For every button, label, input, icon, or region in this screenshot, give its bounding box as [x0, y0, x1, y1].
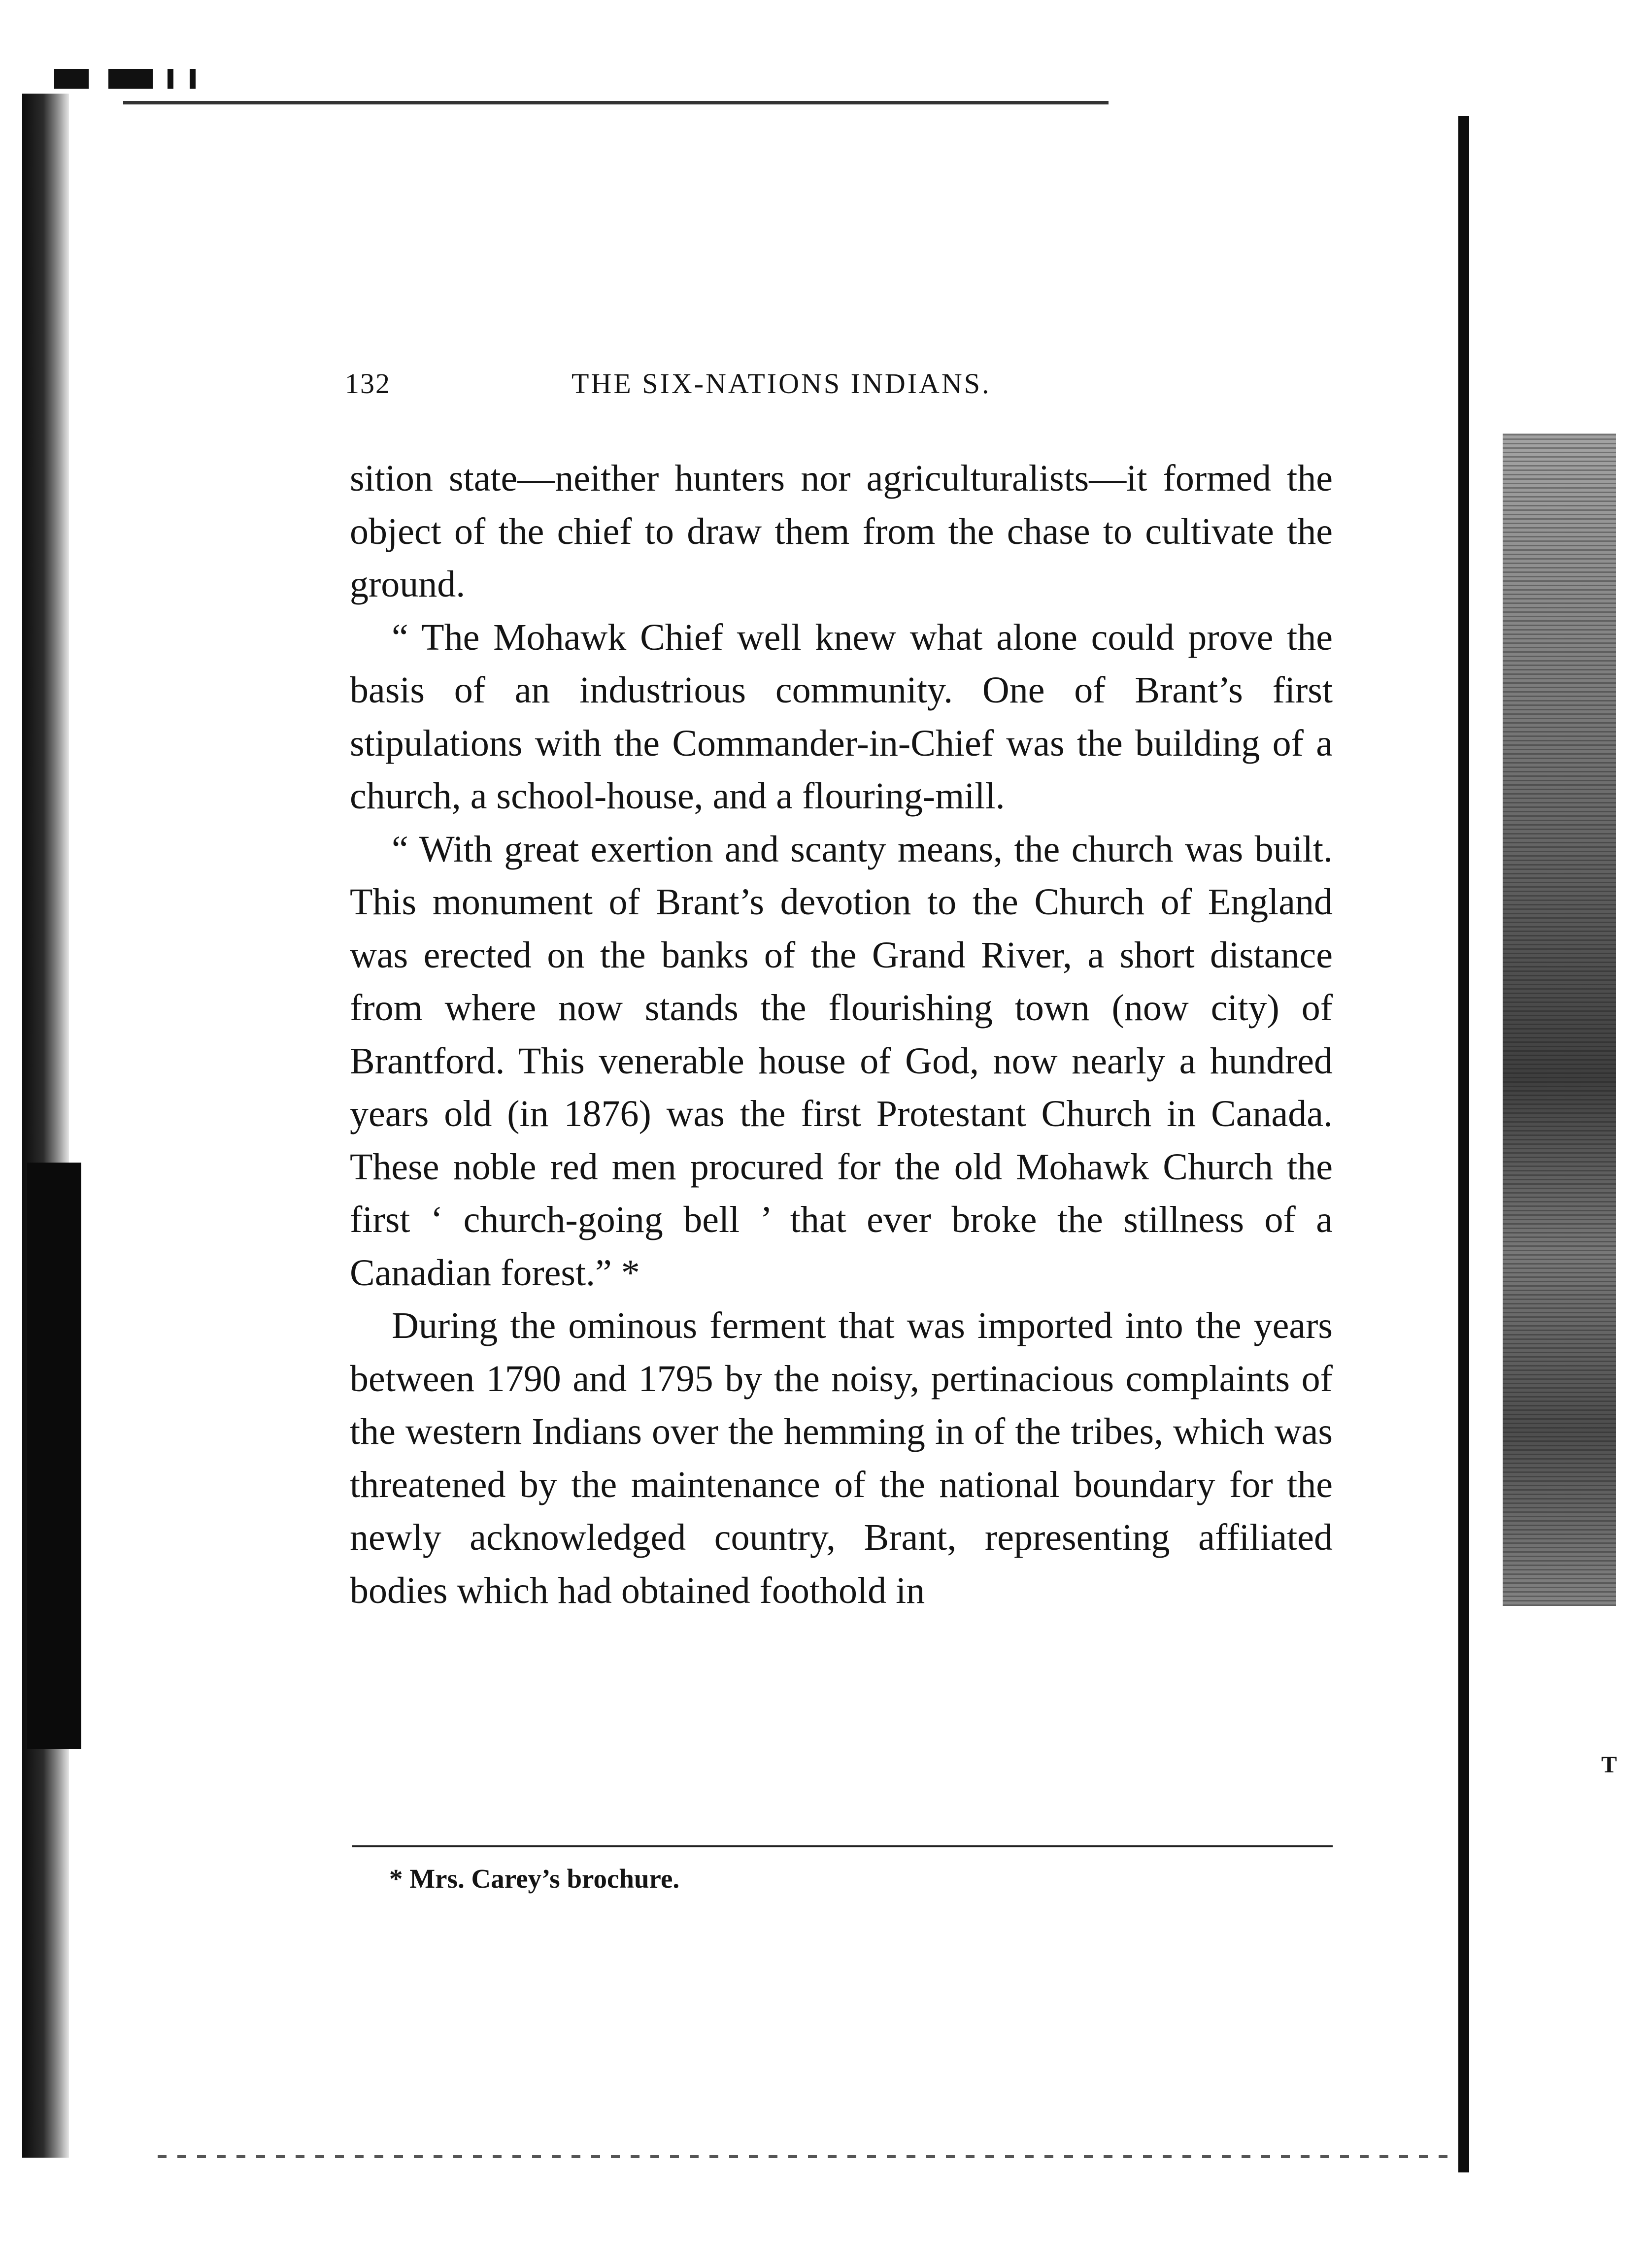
scan-edge-dark-block — [27, 1163, 81, 1749]
running-title: THE SIX-NATIONS INDIANS. — [572, 367, 991, 400]
body-text — [350, 452, 1333, 1617]
scan-edge-left — [22, 94, 69, 2158]
footnote: * Mrs. Carey’s brochure. — [389, 1864, 680, 1894]
paragraph-4: During the ominous ferment that was imported into the years between 1790 and 1795 by the noisy, pertinacious complaints of the western Indians over the hemming in of the tribes, which was threatened by the maintenance of the national boundary for the newly acknowledged country, Brant, representing affiliated bodies which had obtained foothold in — [350, 1305, 1333, 1611]
page-border-bottom — [158, 2155, 1448, 2158]
adjacent-page-illustration — [1503, 434, 1616, 1606]
scan-top-marks — [54, 69, 301, 89]
page-number: 132 — [345, 367, 391, 400]
page-border-top — [123, 101, 1109, 104]
adjacent-page-letter: T — [1601, 1752, 1617, 1778]
page-border-right — [1458, 116, 1469, 2172]
footnote-rule — [352, 1845, 1333, 1847]
paragraph-3: “ With great exertion and scanty means, the church was built. This monument of Brant’s devotion to the Church of England was erected on the banks of the Grand River, a short distance from where now stands the flourishing town (now city) of Brantford. This venerable house of God, now nearly a hundred years old (in 1876) was the first Protestant Church in Canada. These noble red men procured for the old Mohawk Church the first ‘ church-going bell ’ that ever broke the stillness of a Canadian forest.” * — [350, 828, 1333, 1294]
paragraph-2: “ The Mohawk Chief well knew what alone could prove the basis of an industrious community. One of Brant’s first stipulations with the Commander-in-Chief was the building of a church, a school-house, and a flouring-mill. — [350, 616, 1333, 817]
paragraph-1: sition state—neither hunters nor agriculturalists—it formed the object of the chief to draw them from the chase to cultivate the ground. — [350, 458, 1333, 605]
